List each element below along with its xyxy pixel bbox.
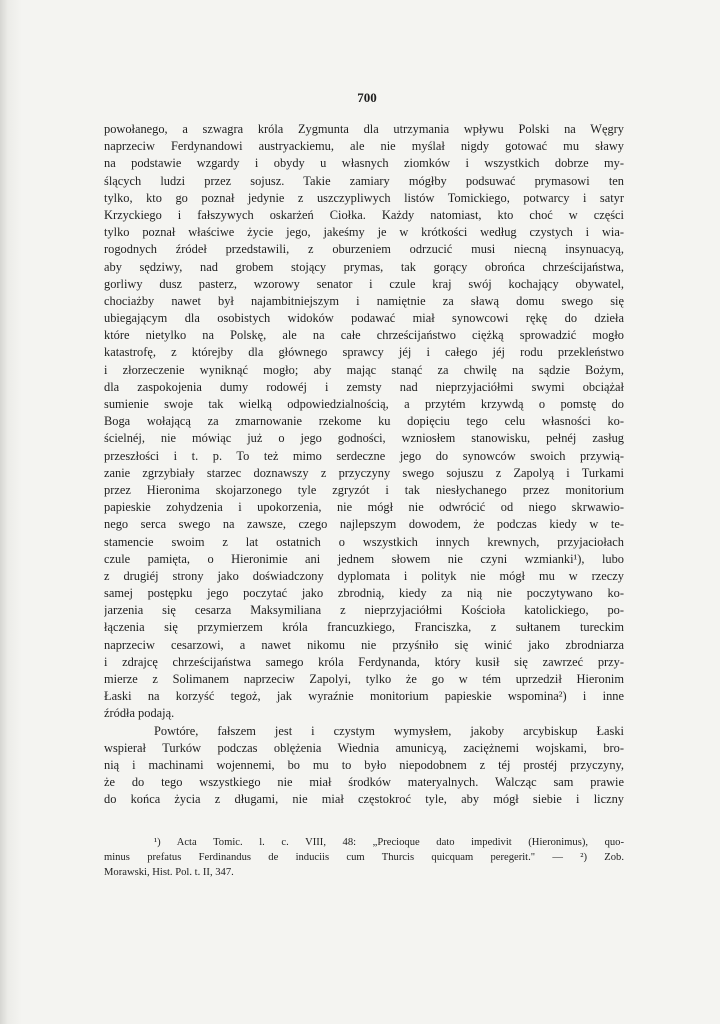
body-line: aby sędziwy, nad grobem stojący prymas, tak gorący obrońca chrześcijaństwa, xyxy=(104,259,624,274)
body-line: że do tego wszystkiego nie miał środków materyalnych. Walcząc sam prawie xyxy=(104,775,624,790)
footnote-line: ¹) Acta Tomic. l. c. VIII, 48: „Precioque dato impedivit (Hieronimus), quo- xyxy=(154,837,624,848)
body-line: i złorzeczenie wyniknąć mogło; aby mając stanąć za chwilę na sądzie Bożym, xyxy=(104,362,624,377)
body-line: łączenia się przymierzem króla francuzkiego, Franciszka, z sułtanem tureckim xyxy=(104,620,624,635)
body-line: Boga wołającą za zmarnowanie rzekome ku dopięciu tego celu własności ko- xyxy=(104,414,624,429)
body-line: rogodnych źródeł przedstawili, z oburzeniem odrzucić musi niecną insynuacyą, xyxy=(104,242,624,257)
body-line: chociażby nawet był najambitniejszym i namiętnie za sławą domu swego się xyxy=(104,293,624,308)
body-line: przez Hieronima skojarzonego tyle zgryzót i tak niesłychanego przez monitorium xyxy=(104,482,624,497)
body-line: powołanego, a szwagra króla Zygmunta dla utrzymania wpływu Polski na Węgry xyxy=(104,122,624,136)
body-line: ślących ludzi przez sojusz. Takie zamiary mógłby podsuwać prymasowi ten xyxy=(104,173,624,188)
body-line: gorliwy dusz pasterz, wzorowy senator i czule kraj swój kochający obywatel, xyxy=(104,276,624,291)
body-line: dla zaspokojenia dumy rodowéj i zemsty nad nieprzyjaciółmi swymi obciążał xyxy=(104,379,624,394)
body-line: z drugiéj strony jako doświadczony dyplomata i polityk nie mógł mu w rzeczy xyxy=(104,568,624,583)
body-line: do końca życia z długami, nie miał częstokroć tyle, aby mógł siebie i liczny xyxy=(104,792,624,807)
body-line: ubiegającym dla osobistych widoków podawać miał synowcowi rękę do dzieła xyxy=(104,311,624,326)
body-line: Łaski na korzyść tegoż, jak wyraźnie monitorium papieskie wspomina²) i inne xyxy=(104,689,624,704)
body-line: które nietylko na Polskę, ale na całe chrześcijaństwo ciężką sprowadzić mogło xyxy=(104,328,624,343)
page-number: 700 xyxy=(357,90,377,105)
body-text xyxy=(104,121,624,809)
body-line: Krzyckiego i fałszywych oskarżeń Ciołka. Każdy natomiast, kto choć w części xyxy=(104,207,624,222)
body-line: wspierał Turków podczas oblężenia Wiednia amunicyą, zaciężnemi wojskami, bro- xyxy=(104,740,624,755)
body-line: stamencie swoim z lat ostatnich o wszystkich innych krewnych, przyjaciołach xyxy=(104,534,624,549)
body-line: nego serca swego na zawsze, czego najlepszym dowodem, że podczas kiedy w te- xyxy=(104,517,624,532)
body-line: nią i machinami wojennemi, bo mu to było niepodobnem z téj prostéj przyczyny, xyxy=(104,757,624,772)
body-line: papieskie zohydzenia i upokorzenia, nie mógł nie odwrócić od niego skrwawio- xyxy=(104,500,624,515)
body-line: zanie zgrzybiały starzec doznawszy z przyczyny swego sojuszu z Zapolyą i Turkami xyxy=(104,465,624,480)
body-line: samej postępku jego poczytać jako zbrodnią, kiedy za nią nie poczytywano ko- xyxy=(104,586,624,601)
body-line: sumienie swoje tak wielką odpowiedzialnością, a przytém krzywdą o pomstę do xyxy=(104,397,624,411)
footnote-line: Morawski, Hist. Pol. t. II, 347. xyxy=(104,866,234,878)
body-line: na podstawie wzgardy i obydy u własnych ziomków i wszystkich dobrze my- xyxy=(104,156,624,171)
body-line: ścielnéj, nie mówiąc już o jego godności, wzniosłem stanowisku, pełnéj zasług xyxy=(104,431,624,446)
body-line: Powtóre, fałszem jest i czystym wymysłem, jakoby arcybiskup Łaski xyxy=(154,723,624,738)
body-line: tylko, kto go poznał jedynie z uszczypliwych listów Tomickiego, potwarcy i satyr xyxy=(104,190,624,205)
body-line: źródła podają. xyxy=(104,706,175,721)
body-line: jarzenia się cesarza Maksymiliana z nieprzyjaciółmi Kościoła katolickiego, po- xyxy=(104,603,624,618)
body-line: przeszłości i t. p. To też mimo serdeczne jego do synowców swoich przywią- xyxy=(104,448,624,463)
footnote-line: minus prefatus Ferdinandus de induciis cum Thurcis quicquam peregerit." — ²) Zob. xyxy=(104,851,624,863)
body-line: naprzeciw Ferdynandowi austryackiemu, ale nie myślał nigdy gotować mu sławy xyxy=(104,139,624,154)
footnotes xyxy=(104,836,624,880)
body-line: katastrofę, z którejby dla głównego sprawcy jéj i całego jéj rodu przekleństwo xyxy=(104,345,624,360)
body-line: tylko poznał właściwe życie jego, jakeśmy je w krótkości według czystych i wia- xyxy=(104,225,624,240)
page-binding-edge xyxy=(0,0,22,1024)
body-line: naprzeciw cesarzowi, a nawet nikomu nie przyśniło się winić jako zbrodniarza xyxy=(104,637,624,652)
body-line: mierze z Solimanem naprzeciw Zapolyi, tylko że go w tém uprzedził Hieronim xyxy=(104,672,624,686)
body-line: i zdrajcę chrześcijaństwa samego króla Ferdynanda, który kusił się zawrzeć przy- xyxy=(104,654,624,669)
body-line: czule pamięta, o Hieronimie ani jednem słowem nie czyni wzmianki¹), lubo xyxy=(104,551,624,566)
